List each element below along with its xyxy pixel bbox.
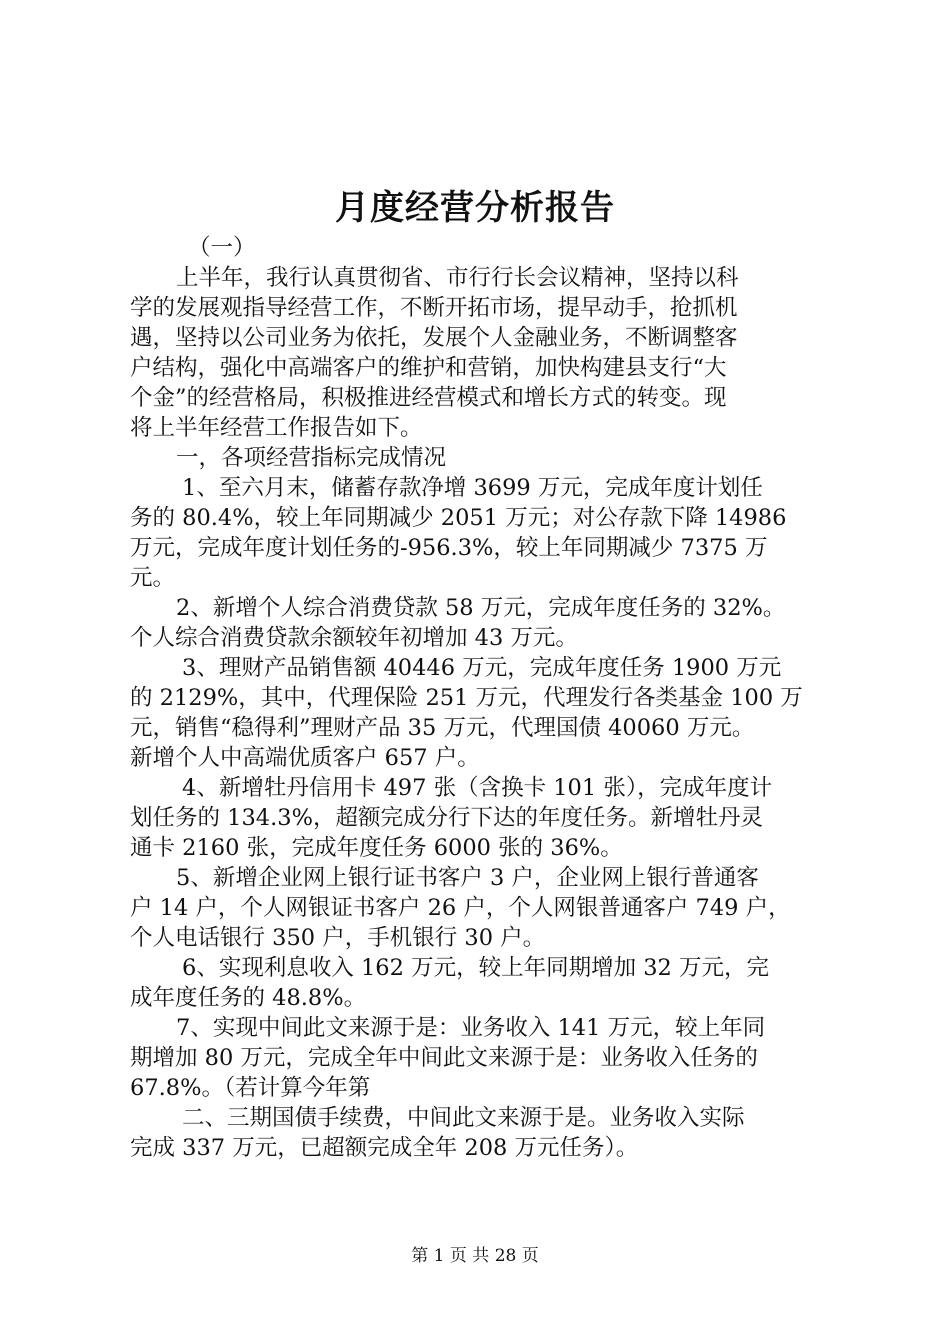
body-line: 元，销售“稳得利”理财产品 35 万元，代理国债 40060 万元。 <box>130 715 755 741</box>
body-line: 上半年，我行认真贯彻省、市行行长会议精神，坚持以科 <box>176 265 739 291</box>
body-line: 个金”的经营格局，积极推进经营模式和增长方式的转变。现 <box>130 385 727 411</box>
body-line: 务的 80.4%，较上年同期减少 2051 万元；对公存款下降 14986 <box>130 505 787 531</box>
body-line: 划任务的 134.3%，超额完成分行下达的年度任务。新增牡丹灵 <box>130 805 763 831</box>
body-line: 户结构，强化中高端客户的维护和营销，加快构建县支行“大 <box>130 355 727 381</box>
body-line: 万元，完成年度计划任务的-956.3%，较上年同期减少 7375 万 <box>130 535 768 561</box>
body-line: （一） <box>188 235 256 261</box>
body-line: 3、理财产品销售额 40446 万元，完成年度任务 1900 万元 <box>182 655 782 681</box>
document-body <box>130 233 842 1163</box>
body-line: 的 2129%，其中，代理保险 251 万元，代理发行各类基金 100 万 <box>130 685 803 711</box>
page-number-footer: 第 1 页 共 28 页 <box>411 1246 539 1266</box>
body-line: 67.8%。（若计算今年第 <box>130 1075 371 1101</box>
body-line: 成年度任务的 48.8%。 <box>130 985 367 1011</box>
body-line: 户 14 户，个人网银证书客户 26 户，个人网银普通客户 749 户， <box>130 895 791 921</box>
body-line: 将上半年经营工作报告如下。 <box>130 415 423 441</box>
body-line: 学的发展观指导经营工作，不断开拓市场，提早动手，抢抓机 <box>130 295 738 321</box>
body-line: 7、实现中间此文来源于是：业务收入 141 万元，较上年同 <box>176 1015 766 1041</box>
body-line: 个人电话银行 350 户，手机银行 30 户。 <box>130 925 546 951</box>
body-line: 4、新增牡丹信用卡 497 张（含换卡 101 张），完成年度计 <box>182 775 773 801</box>
body-line: 元。 <box>130 565 176 591</box>
body-line: 个人综合消费贷款余额较年初增加 43 万元。 <box>130 625 578 651</box>
body-line: 一，各项经营指标完成情况 <box>176 445 447 471</box>
body-line: 2、新增个人综合消费贷款 58 万元，完成年度任务的 32%。 <box>176 595 786 621</box>
body-line: 完成 337 万元，已超额完成全年 208 万元任务）。 <box>130 1135 639 1161</box>
body-line: 5、新增企业网上银行证书客户 3 户，企业网上银行普通客 <box>176 865 759 891</box>
body-line: 通卡 2160 张，完成年度任务 6000 张的 36%。 <box>130 835 623 861</box>
body-line: 1、至六月末，储蓄存款净增 3699 万元，完成年度计划任 <box>182 475 763 501</box>
document-title: 月度经营分析报告 <box>335 188 615 228</box>
body-line: 新增个人中高端优质客户 657 户。 <box>130 745 480 771</box>
body-line: 二、三期国债手续费，中间此文来源于是。业务收入实际 <box>182 1105 745 1131</box>
body-line: 期增加 80 万元，完成全年中间此文来源于是：业务收入任务的 <box>130 1045 758 1071</box>
body-line: 6、实现利息收入 162 万元，较上年同期增加 32 万元，完 <box>182 955 770 981</box>
body-line: 遇，坚持以公司业务为依托，发展个人金融业务，不断调整客 <box>130 325 738 351</box>
